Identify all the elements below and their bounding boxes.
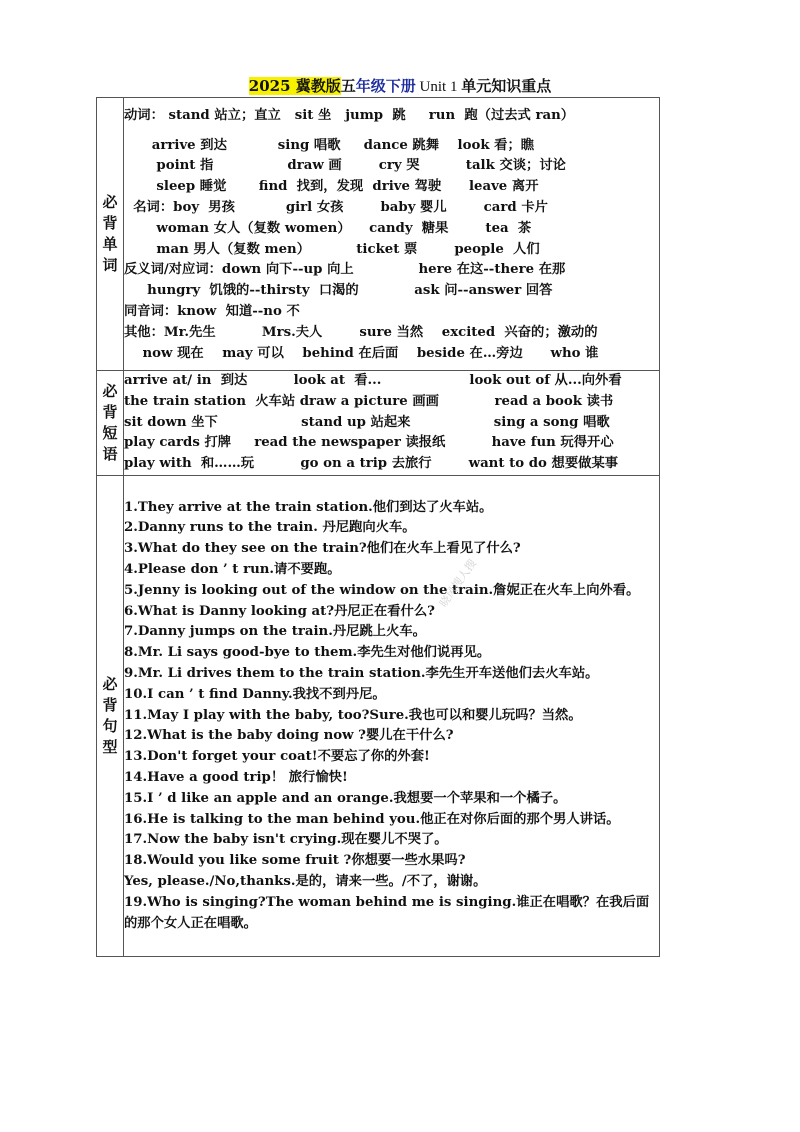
sentence-row: 10.I can ’ t find Danny.我找不到丹尼。	[124, 686, 386, 702]
label-char: 必	[102, 193, 118, 211]
sentence-row: 9.Mr. Li drives them to the train station.李先生开车送他们去火车站。	[124, 666, 599, 681]
label-char: 必	[102, 675, 118, 693]
phrase-row: arrive at/ in 到达 look at 看... look out of 从...向外看	[124, 373, 622, 388]
vocab-row: 动词： stand 站立；直立 sit 坐 jump 跳 run 跑（过去式 ran）	[124, 107, 575, 123]
label-char: 语	[102, 445, 118, 463]
sentence-row: Yes, please./No,thanks.是的，请来一些。/不了，谢谢。	[124, 873, 487, 889]
title-grade-prefix: 五	[340, 77, 356, 95]
label-char: 必	[102, 382, 118, 400]
watermark: 晓风搜人搜	[436, 557, 480, 610]
label-char: 词	[102, 256, 118, 274]
title-unit: Unit 1	[415, 79, 462, 95]
sentence-row: 11.May I play with the baby, too?Sure.我也可以和婴儿玩吗？当然。	[124, 707, 582, 723]
vocab-row: arrive 到达 sing 唱歌 dance 跳舞 look 看；瞧	[124, 137, 535, 153]
sentence-row: 7.Danny jumps on the train.丹尼跳上火车。	[124, 624, 426, 640]
vocab-row: 同音词：know 知道--no 不	[124, 303, 300, 319]
vocab-row: 反义词/对应词：down 向下--up 向上 here 在这--there 在那	[124, 262, 566, 278]
sentence-row: 6.What is Danny looking at?丹尼正在看什么?	[124, 603, 435, 619]
vocab-row: 名词：boy 男孩 girl 女孩 baby 婴儿 card 卡片	[124, 200, 548, 215]
vocabulary-section	[97, 98, 660, 371]
sentence-row: 8.Mr. Li says good-bye to them.李先生对他们说再见。	[124, 645, 491, 661]
sentence-row: 17.Now the baby isn't crying.现在婴儿不哭了。	[124, 832, 448, 848]
label-char: 背	[102, 214, 118, 232]
sentence-row: 14.Have a good trip！ 旅行愉快!	[124, 769, 348, 785]
sentence-row: 1.They arrive at the train station.他们到达了火车站。	[124, 499, 493, 515]
label-char: 单	[102, 235, 118, 253]
phrase-row: the train station 火车站 draw a picture 画画 read a book 读书	[124, 393, 614, 409]
sentence-row: 19.Who is singing?The woman behind me is singing.谁正在唱歌？在我后面的那个女人正在唱歌。	[124, 894, 650, 931]
vocabulary-label	[97, 98, 124, 371]
vocab-row: point 指 draw 画 cry 哭 talk 交谈；讨论	[124, 158, 566, 174]
sentences-section	[97, 476, 660, 957]
page-title	[0, 75, 800, 96]
knowledge-table	[96, 97, 660, 957]
phrase-row: sit down 坐下 stand up 站起来 sing a song 唱歌	[124, 414, 610, 430]
sentence-row: 15.I ’ d like an apple and an orange.我想要一个苹果和一个橘子。	[124, 790, 567, 806]
sentence-row: 12.What is the baby doing now ?婴儿在干什么?	[124, 728, 454, 744]
phrases-section	[97, 371, 660, 476]
sentences-content	[124, 476, 660, 957]
vocab-row: sleep 睡觉 find 找到，发现 drive 驾驶 leave 离开	[124, 179, 539, 195]
sentences-label	[97, 476, 124, 957]
phrases-content	[124, 371, 660, 476]
label-char: 背	[102, 696, 118, 714]
phrases-label	[97, 371, 124, 476]
sentence-row: 4.Please don ’ t run.请不要跑。	[124, 562, 341, 578]
sentence-row: 16.He is talking to the man behind you.他正在对你后面的那个男人讲话。	[124, 811, 620, 827]
sentence-row: 18.Would you like some fruit ?你想要一些水果吗?	[124, 853, 466, 869]
title-subject: 单元知识重点	[461, 77, 552, 95]
vocab-row: 其他：Mr.先生 Mrs.夫人 sure 当然 excited 兴奋的；激动的	[124, 324, 598, 340]
phrase-row: play with 和……玩 go on a trip 去旅行 want to do 想要做某事	[124, 456, 619, 472]
sentence-row: 13.Don't forget your coat!不要忘了你的外套!	[124, 749, 430, 765]
sentence-row: 3.What do they see on the train?他们在火车上看见了什么?	[124, 541, 521, 557]
label-char: 短	[102, 424, 118, 442]
phrase-row: play cards 打牌 read the newspaper 读报纸 have fun 玩得开心	[124, 435, 614, 451]
label-char: 背	[102, 403, 118, 421]
sentence-row: 5.Jenny is looking out of the window on the train.詹妮正在火车上向外看。	[124, 582, 640, 598]
vocab-row: woman 女人（复数 women） candy 糖果 tea 茶	[124, 220, 532, 236]
vocabulary-content	[124, 98, 660, 371]
vocab-row: now 现在 may 可以 behind 在后面 beside 在…旁边 who 谁	[124, 345, 599, 361]
sentence-row: 2.Danny runs to the train. 丹尼跑向火车。	[124, 520, 416, 536]
title-year-publisher: 2025 冀教版	[248, 77, 341, 95]
label-char: 型	[102, 738, 118, 756]
vocab-row: hungry 饥饿的--thirsty 口渴的 ask 问--answer 回答	[124, 283, 553, 299]
label-char: 句	[102, 717, 118, 735]
vocab-row: man 男人（复数 men） ticket 票 people 人们	[124, 241, 540, 257]
title-grade-suffix: 年级下册	[355, 77, 416, 95]
